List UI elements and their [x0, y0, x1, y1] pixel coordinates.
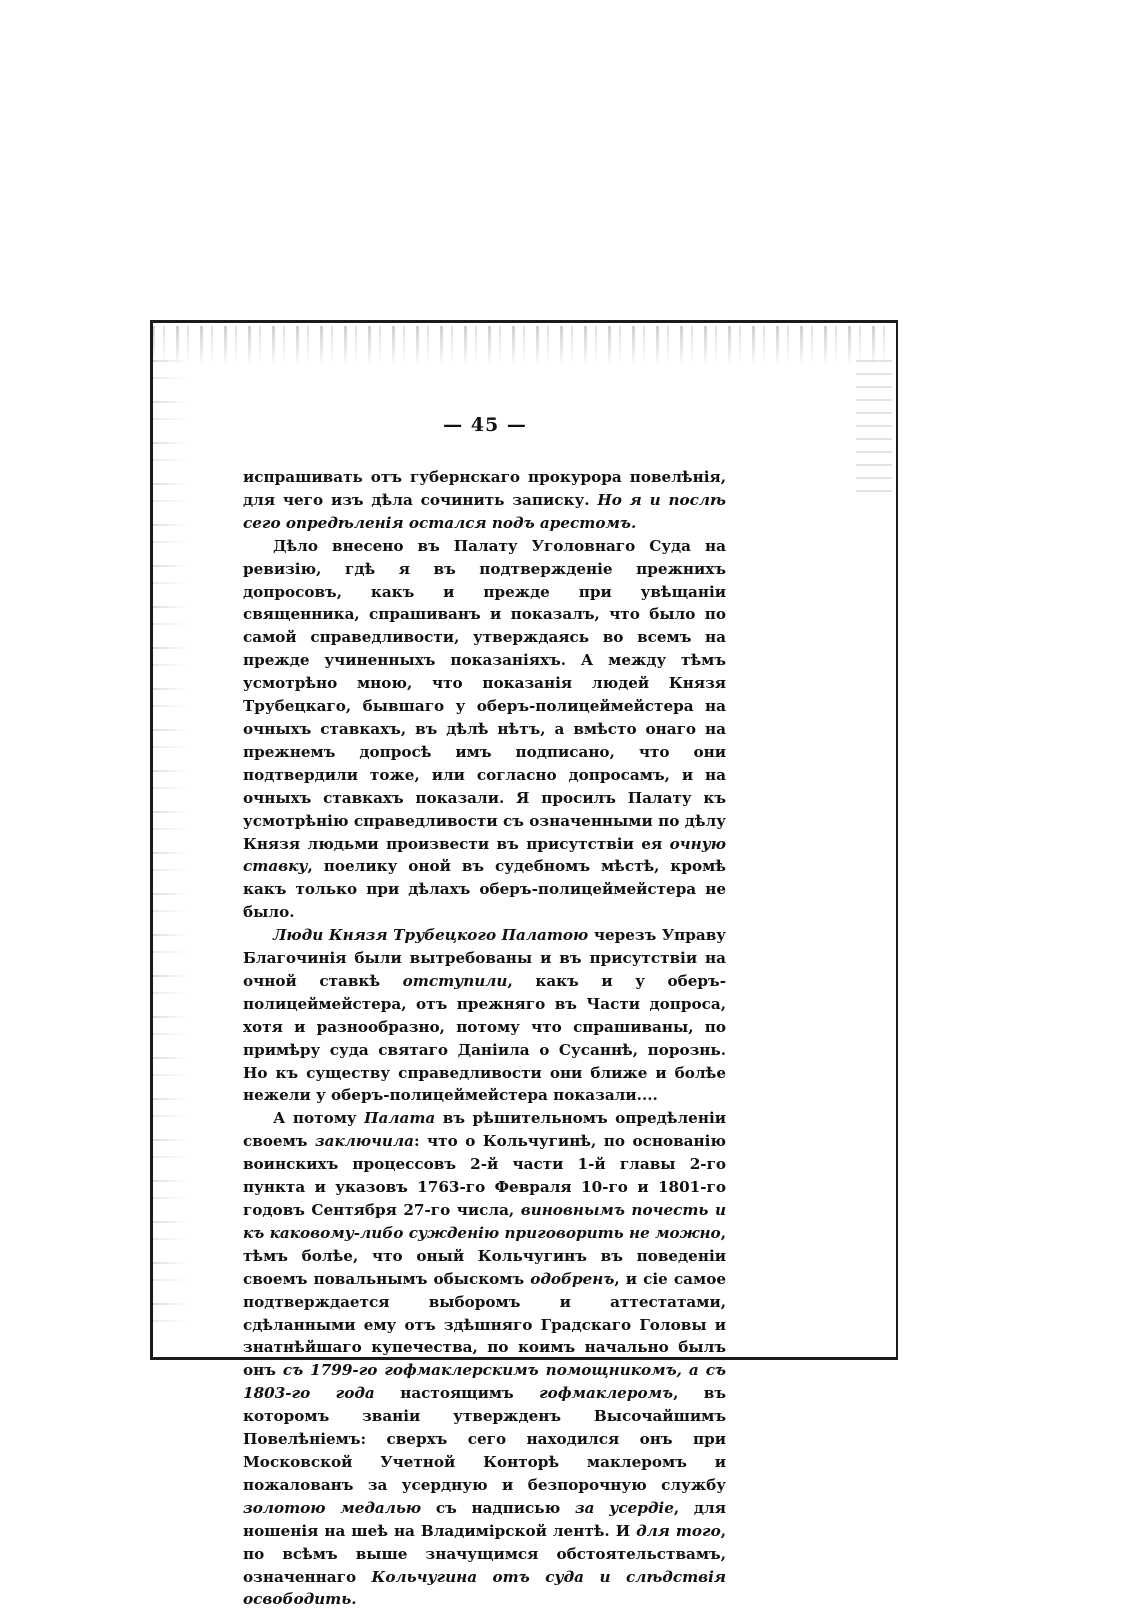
text-segment: съ надписью — [421, 1498, 575, 1517]
paragraph-2 — [243, 535, 726, 924]
page-number: — 45 — — [443, 414, 527, 436]
text-segment: : что о Кольчугинѣ, по основанію воинскихъ процессовъ 2-й части 1-й главы 2-го пункта и указовъ 1763-го Февраля 10-го и 1801-го годовъ Сентября 27-го числа, — [243, 1132, 726, 1219]
italic-text-segment: съ 1799-го гофмаклерскимъ помощникомъ, а съ 1803-го года — [243, 1361, 726, 1403]
italic-text-segment: за усердіе — [574, 1498, 674, 1517]
italic-text-segment: Но я и послѣ сего опредѣленія остался подъ арестомъ. — [243, 490, 726, 532]
text-segment: черезъ Управу Благочинія были вытребованы и въ присутствіи на очной ставкѣ — [243, 926, 726, 990]
text-segment: испрашивать отъ губернскаго прокурора повелѣнія, для чего изъ дѣла сочинить записку. — [243, 468, 726, 509]
text-segment: , тѣмъ болѣе, что оный Кольчугинъ въ поведеніи своемъ повальнымъ обыскомъ — [243, 1223, 726, 1288]
text-segment: , по всѣмъ выше значущимся обстоятельствамъ, означеннаго — [243, 1521, 726, 1586]
italic-text-segment: золотою медалью — [243, 1498, 422, 1517]
text-segment: Дѣло внесено въ Палату Уголовнаго Суда на ревизію, гдѣ я въ подтвержденіе прежнихъ допросовъ, какъ и прежде при увѣщаніи священника, спрашиванъ и показалъ, что было по самой справедливости, утверждаясь во всемъ на прежде учиненныхъ показаніяхъ. А между тѣмъ усмотрѣно мною, что показанія людей Князя Трубецкаго, бывшаго у оберъ-полицеймейстера на очныхъ ставкахъ, въ дѣлѣ нѣтъ, а вмѣсто онаго на прежнемъ допросѣ имъ подписано, что они подтвердили тоже, или согласно допросамъ, и на очныхъ ставкахъ показали. Я просилъ Палату къ усмотрѣнію справедливости съ означенными по дѣлу Князя людьми произвести въ присутствіи ея — [243, 536, 726, 853]
italic-text-segment: одобренъ — [530, 1269, 615, 1288]
paragraph-1 — [243, 466, 726, 535]
paragraph-3 — [243, 924, 726, 1107]
text-segment: , какъ и у оберъ-полицеймейстера, отъ прежняго въ Части допроса, хотя и разнообразно, потому что спрашиваны, по примѣру суда святаго Даніила о Сусаннѣ, порознь. Но къ существу справедливости они ближе и болѣе нежели у оберъ-полицеймейстера показали.... — [243, 971, 726, 1105]
text-segment: въ рѣшительномъ опредѣленіи своемъ — [243, 1109, 726, 1151]
text-segment: , и сіе самое подтверждается выборомъ и аттестатами, сдѣланными ему отъ здѣшняго Градскаго Головы и знатнѣйшаго купечества, по коимъ начально былъ онъ — [243, 1269, 727, 1380]
scan-noise-right — [856, 360, 892, 500]
paragraph-4 — [243, 1107, 726, 1611]
italic-text-segment: для того — [636, 1521, 721, 1540]
italic-text-segment: Палата — [364, 1109, 436, 1128]
text-segment: настоящимъ — [374, 1384, 540, 1403]
text-segment: , поелику оной въ судебномъ мѣстѣ, кромѣ какъ только при дѣлахъ оберъ-полицеймейстера не было. — [243, 857, 726, 922]
italic-text-segment: Кольчугина отъ суда и слѣдствія освободить. — [243, 1567, 726, 1609]
text-segment: А потому — [273, 1109, 365, 1128]
italic-text-segment: заключила — [314, 1132, 414, 1151]
italic-text-segment: виновнымъ почесть и къ каковому-либо сужденію приговорить не можно — [243, 1201, 726, 1242]
scan-noise-left — [152, 360, 188, 1340]
scan-noise-top — [152, 326, 892, 366]
italic-text-segment: гофмаклеромъ — [539, 1384, 674, 1403]
italic-text-segment: очную ставку — [243, 834, 726, 876]
text-segment: , въ которомъ званіи утвержденъ Высочайшимъ Повелѣніемъ: сверхъ сего находился онъ при Московской Учетной Конторѣ маклеромъ и пожалованъ за усердную и безпорочную службу — [243, 1384, 727, 1494]
body-text — [243, 466, 726, 1611]
text-segment: , для ношенія на шеѣ на Владимірской лентѣ. И — [243, 1498, 726, 1540]
italic-text-segment: отступили — [402, 971, 508, 990]
italic-text-segment: Люди Князя Трубецкого Палатою — [273, 926, 589, 945]
